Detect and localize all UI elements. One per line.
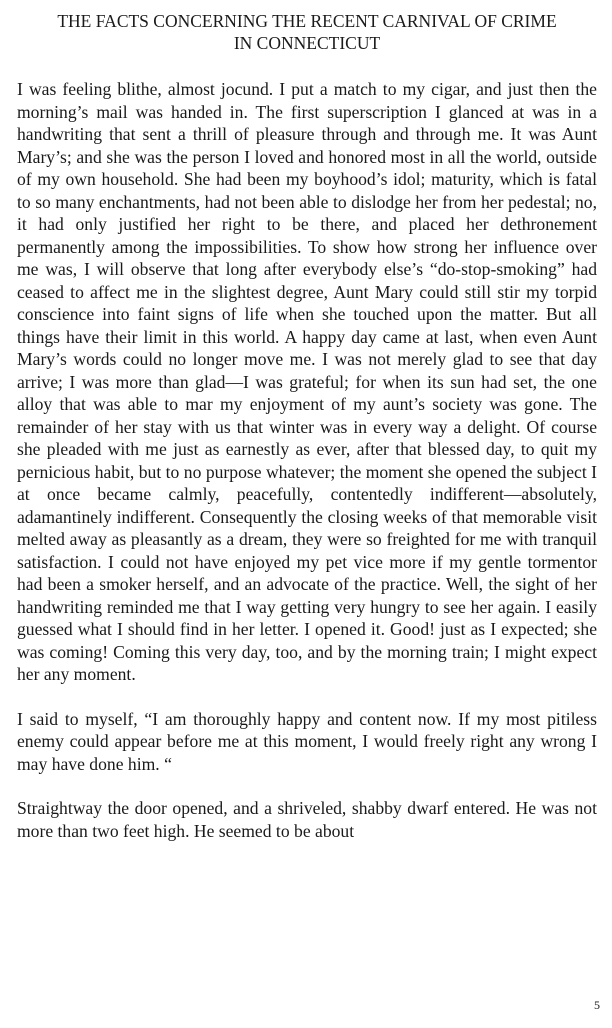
page-title — [17, 10, 597, 54]
title-line-1: THE FACTS CONCERNING THE RECENT CARNIVAL OF CRIME — [57, 11, 557, 31]
page-number: 5 — [594, 998, 600, 1012]
body-paragraph-1: I was feeling blithe, almost jocund. I put a match to my cigar, and just then the morning’s mail was handed in. The first superscription I glanced at was in a handwriting that sent a thrill of pleasure through and through me. It was Aunt Mary’s; and she was the person I loved and honored most in all the world, outside of my own household. She had been my boyhood’s idol; maturity, which is fatal to so many enchantments, had not been able to dislodge her from her pedestal; no, it had only justified her right to be there, and placed her dethronement permanently among the impossibilities. To show how strong her influence over me was, I will observe that long after everybody else’s “do-stop-smoking” had ceased to affect me in the slightest degree, Aunt Mary could still stir my torpid conscience into faint signs of life when she touched upon the matter. But all things have their limit in this world. A happy day came at last, when even Aunt Mary’s words could no longer move me. I was not merely glad to see that day arrive; I was more than glad—I was grateful; for when its sun had set, the one alloy that was able to mar my enjoyment of my aunt’s society was gone. The remainder of her stay with us that winter was in every way a delight. Of course she pleaded with me just as earnestly as ever, after that blessed day, to quit my pernicious habit, but to no purpose whatever; the moment she opened the subject I at once became calmly, peacefully, contentedly indifferent—absolutely, adamantinely indifferent. Consequently the closing weeks of that memorable visit melted away as pleasantly as a dream, they were so freighted for me with tranquil satisfaction. I could not have enjoyed my pet vice more if my gentle tormentor had been a smoker herself, and an advocate of the practice. Well, the sight of her handwriting reminded me that I way getting very hungry to see her again. I easily guessed what I should find in her letter. I opened it. Good! just as I expected; she was coming! Coming this very day, too, and by the morning train; I might expect her any moment. — [17, 79, 597, 684]
title-line-2: IN CONNECTICUT — [233, 33, 381, 53]
body-paragraph-2: I said to myself, “I am thoroughly happy and content now. If my most pitiless enemy could appear before me at this moment, I would freely right any wrong I may have done him. “ — [17, 708, 597, 774]
body-paragraph-3: Straightway the door opened, and a shriveled, shabby dwarf entered. He was not more than two feet high. He seemed to be about — [17, 798, 597, 841]
